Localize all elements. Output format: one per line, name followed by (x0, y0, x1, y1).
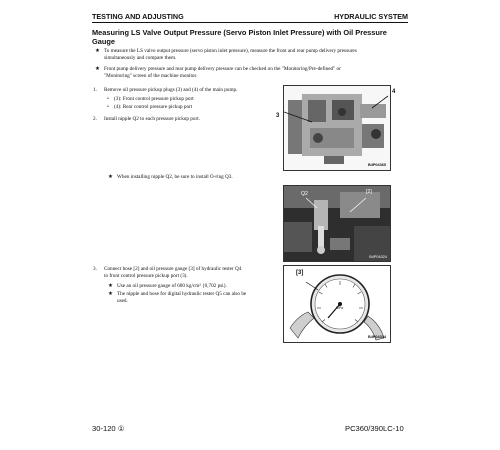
callout-rear-port: 4 (392, 89, 396, 95)
procedure-title-line-2: Gauge (92, 37, 115, 47)
callout-gauge: [3] (296, 270, 304, 276)
step-3-note-1: Use an oil pressure gauge of 600 kg/cm² {0,702 psi}. (117, 283, 228, 289)
figure-code: B4P04334 (368, 335, 386, 339)
step-3-text (104, 266, 279, 280)
note-1 (104, 48, 404, 62)
step-3-note-2-line-2: used. (117, 298, 128, 305)
step-3-line-2: to front control pressure pickup port (3). (104, 273, 188, 280)
step-3-line-1: Connect hose [2] and oil pressure gauge [3] of hydraulic tester Q4 (104, 266, 242, 272)
star-icon: ★ (95, 48, 100, 54)
model-name: PC360/390LC-10 (345, 424, 404, 433)
note-1-line-1: To measure the LS valve output pressure (servo piston inlet pressure), measure the front and rear pump delivery pressures (104, 48, 357, 54)
nipple-installation-photo (284, 186, 391, 262)
procedure-title-line-1: Measuring LS Valve Output Pressure (Servo Piston Inlet Pressure) with Oil Pressure (92, 28, 387, 37)
bullet-icon: • (107, 104, 109, 110)
gauge-unit-label: MPa (336, 306, 343, 310)
figure-code: B4P04365 (368, 163, 386, 167)
note-2-line-1: Front pump delivery pressure and rear pump delivery pressure can be checked on the "Monitoring/Pre-defined" or (104, 66, 341, 72)
page-header (92, 11, 408, 23)
figure-main-pump (283, 85, 391, 171)
page-number: 30-120 ① (92, 424, 125, 433)
note-2-line-2: "Monitoring" screen of the machine monitor. (104, 73, 198, 80)
callout-hose: [2] (366, 189, 372, 195)
step-1-sub-2: (4): Rear control pressure pickup port (114, 104, 193, 110)
step-1-number: 1. (93, 87, 97, 93)
note-1-line-2: simultaneously and compare them. (104, 55, 177, 62)
main-pump-illustration (284, 86, 391, 171)
pressure-gauge-illustration (284, 266, 391, 343)
step-2-number: 2. (93, 116, 97, 122)
star-icon: ★ (108, 283, 113, 289)
callout-front-port: 3 (276, 113, 280, 119)
bullet-icon: • (107, 96, 109, 102)
figure-pressure-gauge (283, 265, 391, 343)
step-2-note: When installing nipple Q2, be sure to install O-ring Q3. (117, 174, 233, 180)
star-icon: ★ (95, 66, 100, 72)
step-1-sub-1: (3): Front control pressure pickup port (114, 96, 194, 102)
star-icon: ★ (108, 174, 113, 180)
step-3-note-2 (117, 291, 277, 305)
procedure-title (92, 28, 392, 47)
step-1-text: Remove oil pressure pickup plugs (3) and (4) of the main pump. (104, 87, 238, 93)
header-system-title: HYDRAULIC SYSTEM (334, 12, 408, 21)
header-section-title: TESTING AND ADJUSTING (92, 12, 184, 21)
step-2-text: Install nipple Q2 to each pressure pickup port. (104, 116, 200, 122)
star-icon: ★ (108, 291, 113, 297)
note-2 (104, 66, 404, 80)
step-3-number: 3. (93, 266, 97, 272)
figure-nipple-installation (283, 185, 391, 262)
step-3-note-2-line-1: The nipple and hose for digital hydraulic tester Q5 can also be (117, 291, 247, 297)
callout-nipple: Q2 (301, 191, 308, 197)
figure-code: B4P04324 (369, 255, 387, 259)
